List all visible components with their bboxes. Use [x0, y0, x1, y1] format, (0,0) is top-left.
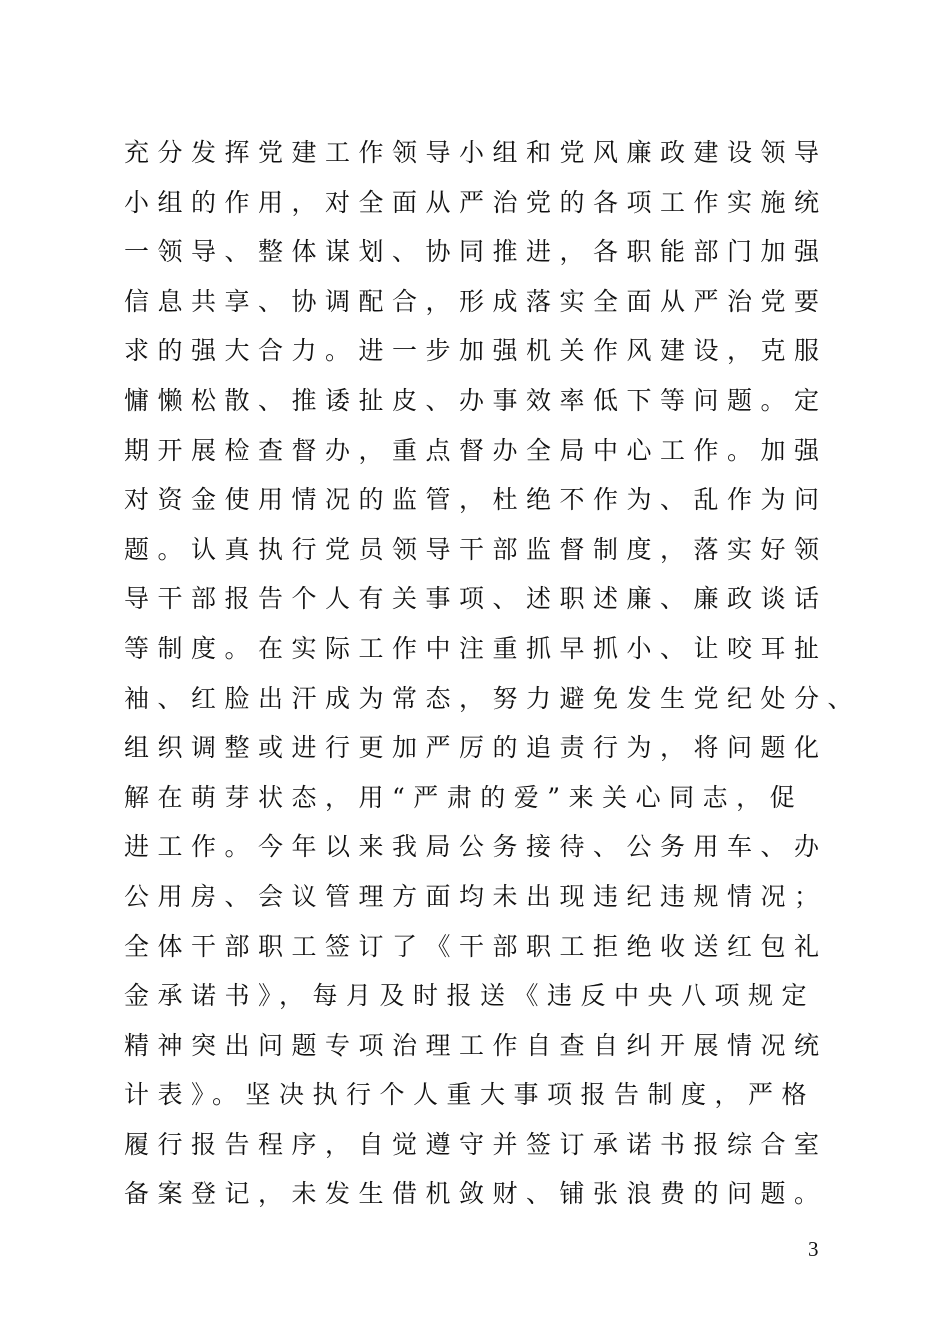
text-line-4: 信息共享、协调配合，形成落实全面从严治党要 [124, 286, 828, 316]
text-line-8: 对资金使用情况的监管，杜绝不作为、乱作为问 [124, 485, 828, 515]
text-line-22: 备案登记，未发生借机敛财、铺张浪费的问题。 [124, 1179, 828, 1209]
text-line-13: 组织调整或进行更加严厉的追责行为，将问题化 [124, 733, 828, 763]
text-line-9: 题。认真执行党员领导干部监督制度，落实好领 [124, 534, 828, 564]
text-line-18: 金承诺书》，每月及时报送《违反中央八项规定 [124, 981, 816, 1011]
body-text [124, 128, 862, 1219]
text-line-19: 精神突出问题专项治理工作自查自纠开展情况统 [124, 1030, 828, 1060]
text-line-21: 履行报告程序，自觉遵守并签订承诺书报综合室 [124, 1129, 828, 1159]
text-line-12: 袖、红脸出汗成为常态，努力避免发生党纪处分、 [124, 683, 862, 713]
text-line-3: 一领导、整体谋划、协同推进，各职能部门加强 [124, 237, 828, 267]
text-line-1: 充分发挥党建工作领导小组和党风廉政建设领导 [124, 138, 828, 167]
page-number: 3 [808, 1237, 819, 1261]
text-line-15: 进工作。今年以来我局公务接待、公务用车、办 [124, 832, 828, 862]
text-line-7: 期开展检查督办，重点督办全局中心工作。加强 [124, 435, 828, 465]
text-line-17: 全体干部职工签订了《干部职工拒绝收送红包礼 [124, 931, 828, 961]
text-line-16: 公用房、会议管理方面均未出现违纪违规情况； [124, 881, 828, 911]
text-line-6: 慵懒松散、推诿扯皮、办事效率低下等问题。定 [124, 385, 828, 415]
text-line-20: 计表》。坚决执行个人重大事项报告制度，严格 [124, 1080, 816, 1110]
text-line-10: 导干部报告个人有关事项、述职述廉、廉政谈话 [124, 584, 828, 614]
text-line-14: 解在萌芽状态，用“严肃的爱”来关心同志，促 [124, 782, 804, 812]
text-line-5: 求的强大合力。进一步加强机关作风建设，克服 [124, 336, 828, 366]
text-line-2: 小组的作用，对全面从严治党的各项工作实施统 [124, 187, 828, 217]
text-line-11: 等制度。在实际工作中注重抓早抓小、让咬耳扯 [124, 633, 828, 663]
